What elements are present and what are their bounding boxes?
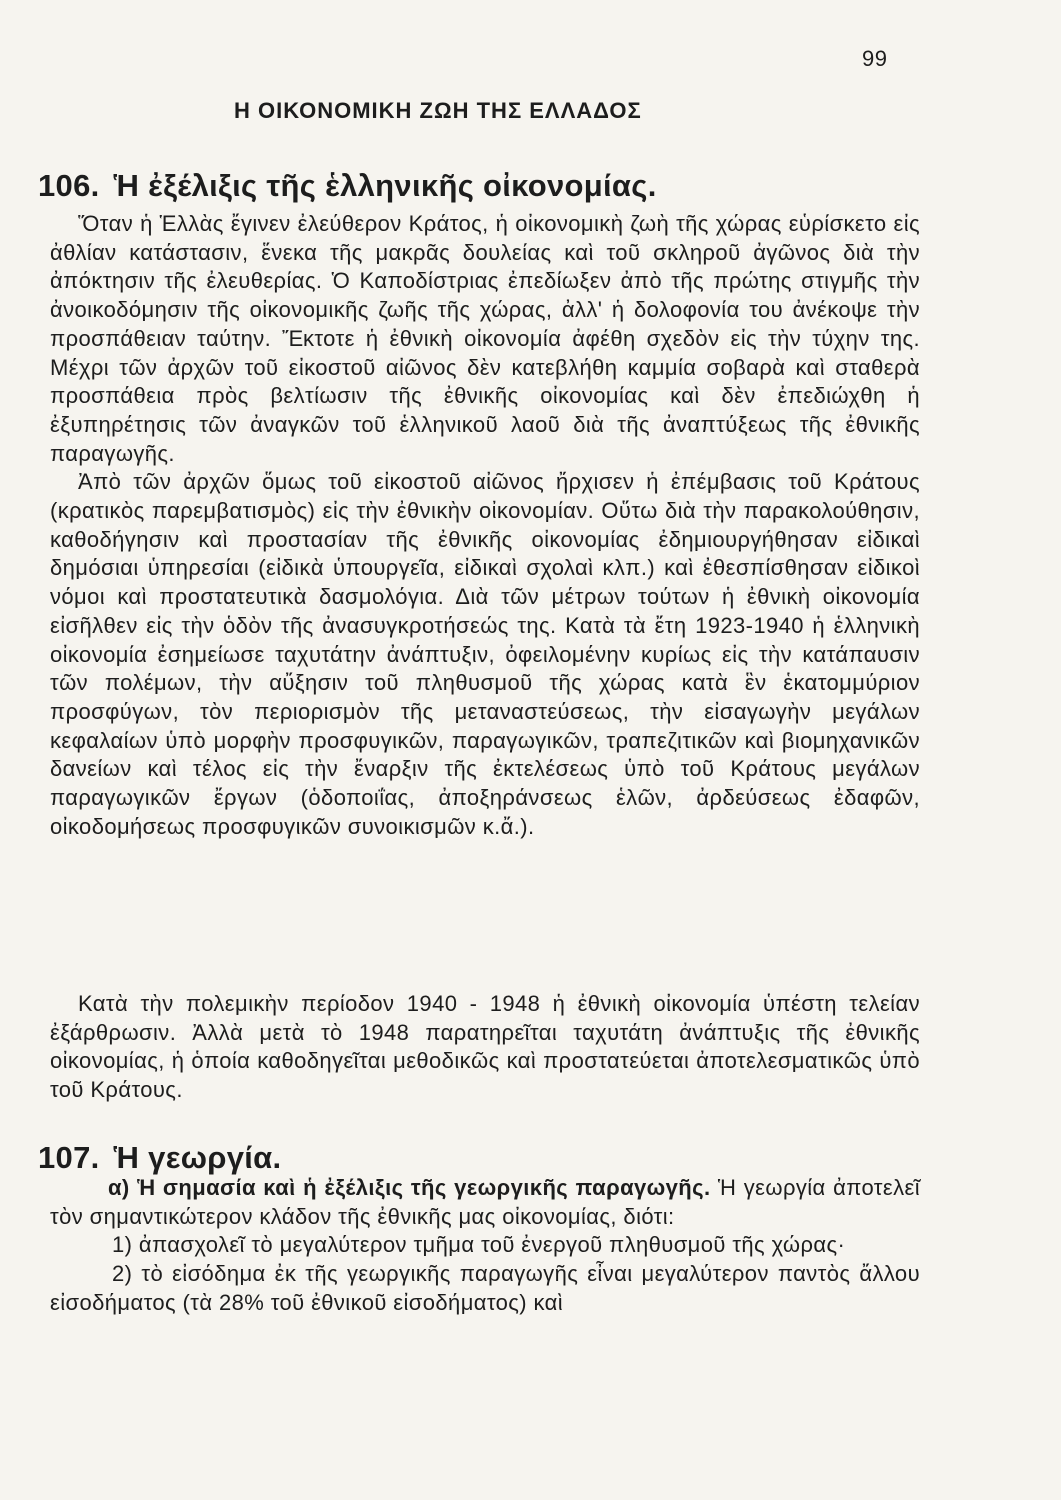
section-106-heading [38,168,657,204]
section-106-number: 106. [38,168,100,203]
subsection-text: Ἡ γεωργία ἀποτελεῖ τὸν σημαντικώτερον κλάδον τῆς ἐθνικῆς μας οἰκονομίας, διότι: [50,1175,920,1229]
paragraph: Ἀπὸ τῶν ἀρχῶν ὅμως τοῦ εἰκοστοῦ αἰῶνος ἤρχισεν ἡ ἐπέμβασις τοῦ Κράτους (κρατικὸς παρεμβατισμὸς) εἰς τὴν ἐθνικὴν οἰκονομίαν. Οὕτω διὰ τὴν παρακολούθησιν, καθοδήγησιν καὶ προστασίαν τῆς ἐθνικῆς οἰκονομίας ἐδημιουργήθησαν εἰδικαὶ δημόσιαι ὑπηρεσίαι (εἰδικὰ ὑπουργεῖα, εἰδικαὶ σχολαὶ κλπ.) καὶ ἐθεσπίσθησαν εἰδικοὶ νόμοι καὶ προστατευτικὰ δασμολόγια. Διὰ τῶν μέτρων τούτων ἡ ἐθνικὴ οἰκονομία εἰσῆλθεν εἰς τὴν ὁδὸν τῆς ἀνασυγκροτήσεώς της. Κατὰ τὰ ἔτη 1923-1940 ἡ ἑλληνικὴ οἰκονομία ἐσημείωσε ταχυτάτην ἀνάπτυξιν, ὀφειλομένην κυρίως εἰς τὴν κατάπαυσιν τῶν πολέμων, τὴν αὔξησιν τοῦ πληθυσμοῦ τῆς χώρας κατὰ ἓν ἑκατομμύριον προσφύγων, τὸν περιορισμὸν τῆς μεταναστεύσεως, τὴν εἰσαγωγὴν μεγάλων κεφαλαίων ὑπὸ μορφὴν προσφυγικῶν, παραγωγικῶν, τραπεζιτικῶν καὶ βιομηχανικῶν δανείων καὶ τέλος εἰς τὴν ἔναρξιν τῆς ἐκτελέσεως ὑπὸ τοῦ Κράτους μεγάλων παραγωγικῶν ἔργων (ὁδοποιΐας, ἀποξηράνσεως ἑλῶν, ἀρδεύσεως ἐδαφῶν, οἰκοδομήσεως προσφυγικῶν συνοικισμῶν κ.ἄ.). [50,469,920,839]
section-106-closing [50,990,920,1105]
subsection-heading: α) Ἡ σημασία καὶ ἡ ἐξέλιξις τῆς γεωργικῆς παραγωγῆς. [108,1175,711,1200]
section-107-heading [38,1140,281,1176]
list-item: 1) ἀπασχολεῖ τὸ μεγαλύτερον τμῆμα τοῦ ἐνεργοῦ πληθυσμοῦ τῆς χώρας· [112,1232,846,1258]
running-head: Η ΟΙΚΟΝΟΜΙΚΗ ΖΩΗ ΤΗΣ ΕΛΛΑΔΟΣ [234,98,642,123]
section-107-body [50,1174,920,1318]
section-107-title: Ἡ γεωργία. [113,1140,282,1175]
list-item: 2) τὸ εἰσόδημα ἐκ τῆς γεωργικῆς παραγωγῆς εἶναι μεγαλύτερον παντὸς ἄλλου εἰσοδήματος (τὰ 28% τοῦ ἐθνικοῦ εἰσοδήματος) καὶ [50,1261,920,1315]
section-106-title: Ἡ ἐξέλιξις τῆς ἑλληνικῆς οἰκονομίας. [113,168,657,203]
subsection-paragraph [50,1174,920,1231]
section-106-body [50,210,920,841]
paragraph: Κατὰ τὴν πολεμικὴν περίοδον 1940 - 1948 ἡ ἐθνικὴ οἰκονομία ὑπέστη τελείαν ἐξάρθρωσιν. Ἀλλὰ μετὰ τὸ 1948 παρατηρεῖται ταχυτάτη ἀνάπτυξις τῆς ἐθνικῆς οἰκονομίας, ἡ ὁποία καθοδηγεῖται μεθοδικῶς καὶ προστατεύεται ἀποτελεσματικῶς ὑπὸ τοῦ Κράτους. [50,991,920,1103]
page-number: 99 [862,46,888,71]
section-107-number: 107. [38,1140,100,1175]
paragraph: Ὅταν ἡ Ἑλλὰς ἔγινεν ἐλεύθερον Κράτος, ἡ οἰκονομικὴ ζωὴ τῆς χώρας εὑρίσκετο εἰς ἀθλίαν κατάστασιν, ἕνεκα τῆς μακρᾶς δουλείας καὶ τοῦ σκληροῦ ἀγῶνος διὰ τὴν ἀπόκτησιν τῆς ἐλευθερίας. Ὁ Καποδίστριας ἐπεδίωξεν ἀπὸ τῆς πρώτης στιγμῆς τὴν ἀνοικοδόμησιν τῆς οἰκονομικῆς ζωῆς τῆς χώρας, ἀλλ' ἡ δολοφονία του ἀνέκοψε τὴν προσπάθειαν ταύτην. Ἔκτοτε ἡ ἐθνικὴ οἰκονομία ἀφέθη σχεδὸν εἰς τὴν τύχην της. Μέχρι τῶν ἀρχῶν τοῦ εἰκοστοῦ αἰῶνος δὲν κατεβλήθη καμμία σοβαρὰ καὶ σταθερὰ προσπάθεια πρὸς βελτίωσιν τῆς ἐθνικῆς οἰκονομίας καὶ δὲν ἐπεδιώχθη ἡ ἐξυπηρέτησις τῶν ἀναγκῶν τοῦ ἑλληνικοῦ λαοῦ διὰ τῆς ἀναπτύξεως τῆς ἐθνικῆς παραγωγῆς. [50,211,920,466]
